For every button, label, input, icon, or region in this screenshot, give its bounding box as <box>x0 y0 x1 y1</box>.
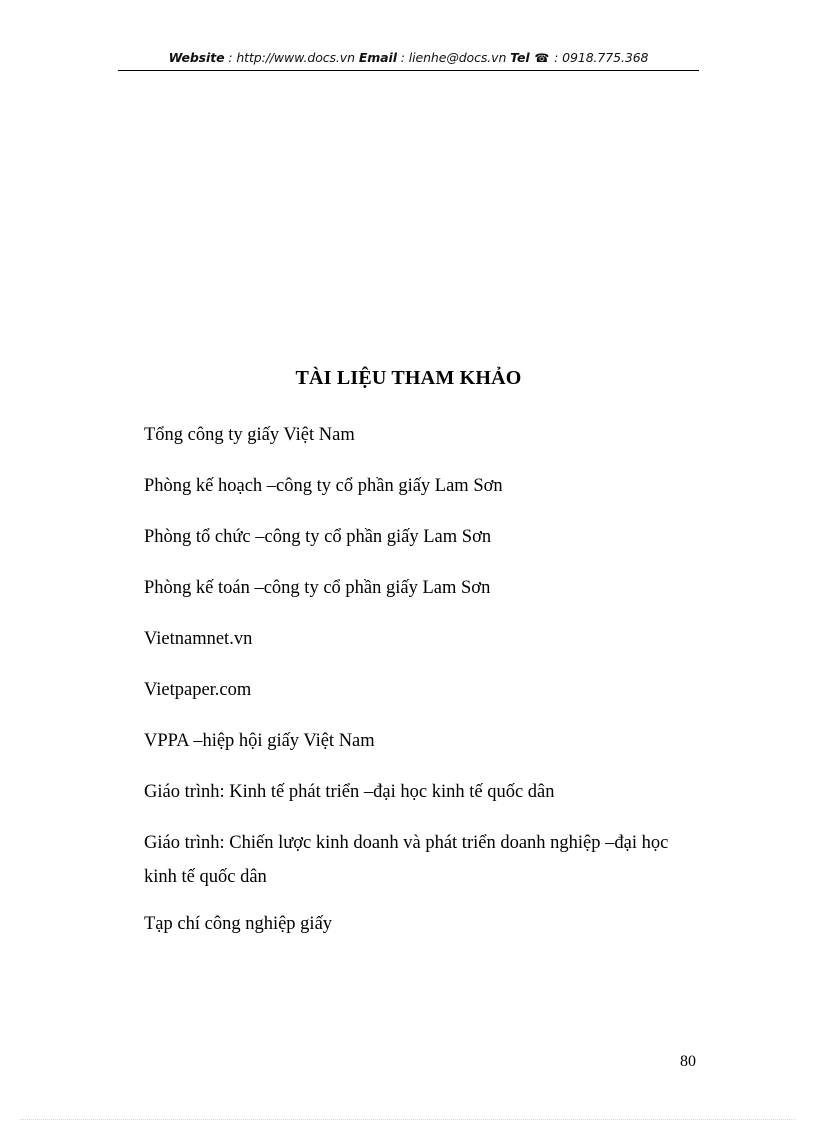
page-header <box>118 50 699 65</box>
page-title: TÀI LIỆU THAM KHẢO <box>295 367 522 389</box>
reference-item: Giáo trình: Kinh tế phát triển –đại học kinh tế quốc dân <box>144 782 555 802</box>
email-label: Email <box>358 50 397 65</box>
reference-item: Phòng kế toán –công ty cổ phần giấy Lam Sơn <box>144 578 491 598</box>
email-value: : lienhe@docs.vn <box>396 50 511 65</box>
reference-item: Vietnamnet.vn <box>144 629 253 649</box>
phone-icon: ☎ <box>534 51 550 65</box>
reference-item: VPPA –hiệp hội giấy Việt Nam <box>144 731 375 751</box>
reference-item: Tạp chí công nghiệp giấy <box>144 914 333 934</box>
reference-item: Tổng công ty giấy Việt Nam <box>144 425 355 445</box>
tel-label: Tel <box>510 50 530 65</box>
header-divider <box>118 70 699 71</box>
page-number: 80 <box>680 1053 696 1070</box>
tel-value: : 0918.775.368 <box>550 50 649 65</box>
reference-item: Giáo trình: Chiến lược kinh doanh và phát triển doanh nghiệp –đại học kinh tế quốc dân <box>144 833 669 887</box>
reference-list <box>144 423 704 963</box>
footer-divider <box>20 1119 796 1120</box>
reference-item: Phòng kế hoạch –công ty cổ phần giấy Lam Sơn <box>144 476 503 496</box>
reference-item: Phòng tổ chức –công ty cổ phần giấy Lam Sơn <box>144 527 492 547</box>
website-label: Website <box>168 50 225 65</box>
website-value: : http://www.docs.vn <box>224 50 359 65</box>
reference-item: Vietpaper.com <box>144 680 252 700</box>
